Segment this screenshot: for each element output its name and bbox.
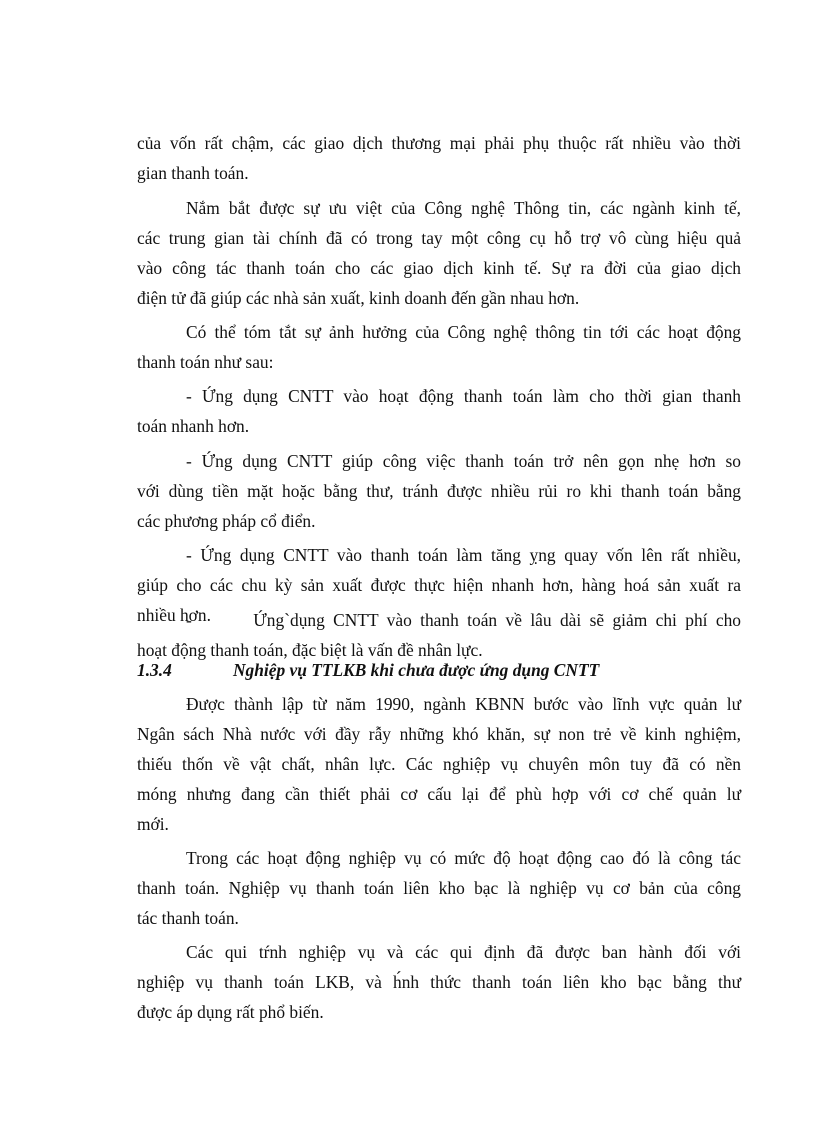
bullet-1-line-1: - Ứng dụng CNTT vào hoạt động thanh toán làm cho thời gian thanh xyxy=(186,386,741,406)
paragraph-9-line-2: Ngân sách Nhà nước với đầy rẫy những khó khăn, sự non trẻ về kinh nghiệm, xyxy=(137,724,741,744)
paragraph-3-line-1: Có thể tóm tắt sự ảnh hưởng của Công nghệ thông tin tới các hoạt động xyxy=(186,322,741,342)
paragraph-10-line-1: Trong các hoạt động nghiệp vụ có mức độ hoạt động cao đó là công tác xyxy=(186,848,741,868)
section-heading xyxy=(137,658,741,682)
section-heading-title: Nghiệp vụ TTLKB khi chưa được ứng dụng CNTT xyxy=(233,660,600,680)
paragraph-9-line-5: mới. xyxy=(137,814,169,834)
bullet-4-prefix: - Ứng` xyxy=(186,610,290,630)
bullet-2-line-3: các phương pháp cổ điển. xyxy=(137,511,316,531)
section-heading-number: 1.3.4 xyxy=(137,660,172,680)
paragraph-10-line-3: tác thanh toán. xyxy=(137,908,239,928)
paragraph-9-line-4: móng nhưng đang cần thiết phải cơ cấu lại để phù hợp với cơ chế quản lư xyxy=(137,784,741,804)
paragraph-3-line-2: thanh toán như sau: xyxy=(137,352,274,372)
bullet-2-line-2: với dùng tiền mặt hoặc bằng thư, tránh được nhiều rủi ro khi thanh toán bằng xyxy=(137,481,741,501)
paragraph-11-line-3: được áp dụng rất phổ biến. xyxy=(137,1002,324,1022)
bullet-4-rest: dụng CNTT vào thanh toán về lâu dài sẽ giảm chi phí cho xyxy=(290,610,741,630)
paragraph-2-line-4: điện tử đã giúp các nhà sản xuất, kinh doanh đến gần nhau hơn. xyxy=(137,288,580,308)
bullet-2-line-1: - Ứng dụng CNTT giúp công việc thanh toán trở nên gọn nhẹ hơn so xyxy=(186,451,741,471)
paragraph-9-line-3: thiếu thốn về vật chất, nhân lực. Các nghiệp vụ chuyên môn tuy đã có nền xyxy=(137,754,741,774)
paragraph-11-line-1: Các qui tŕnh nghiệp vụ và các qui định đã được ban hành đối với xyxy=(186,942,741,962)
paragraph-11-line-2: nghiệp vụ thanh toán LKB, và h́nh thức thanh toán liên kho bạc bằng thư xyxy=(137,972,741,992)
paragraph-1-line-2: gian thanh toán. xyxy=(137,163,249,183)
bullet-4-line-2: hoạt động thanh toán, đặc biệt là vấn đề nhân lực. xyxy=(137,640,483,660)
paragraph-1-line-1: của vốn rất chậm, các giao dịch thương mại phải phụ thuộc rất nhiều vào thời xyxy=(137,133,741,153)
bullet-3-line-3: nhiều hơn. xyxy=(137,605,211,625)
paragraph-2-line-3: vào công tác thanh toán cho các giao dịch kinh tế. Sự ra đời của giao dịch xyxy=(137,258,741,278)
paragraph-2-line-1: Nắm bắt được sự ưu việt của Công nghệ Thông tin, các ngành kinh tế, xyxy=(186,198,741,218)
paragraph-2-line-2: các trung gian tài chính đã có trong tay một công cụ hỗ trợ vô cùng hiệu quả xyxy=(137,228,741,248)
paragraph-10-line-2: thanh toán. Nghiệp vụ thanh toán liên kho bạc là nghiệp vụ cơ bản của công xyxy=(137,878,741,898)
bullet-4-line-1 xyxy=(186,608,741,632)
bullet-3-line-2: giúp cho các chu kỳ sản xuất được thực hiện nhanh hơn, hàng hoá sản xuất ra xyxy=(137,575,741,595)
bullet-1-line-2: toán nhanh hơn. xyxy=(137,416,250,436)
paragraph-9-line-1: Được thành lập từ năm 1990, ngành KBNN bước vào lĩnh vực quản lư xyxy=(186,694,741,714)
bullet-3-line-1: - Ứng dụng CNTT vào thanh toán làm tăng ỵng quay vốn lên rất nhiều, xyxy=(186,545,741,565)
